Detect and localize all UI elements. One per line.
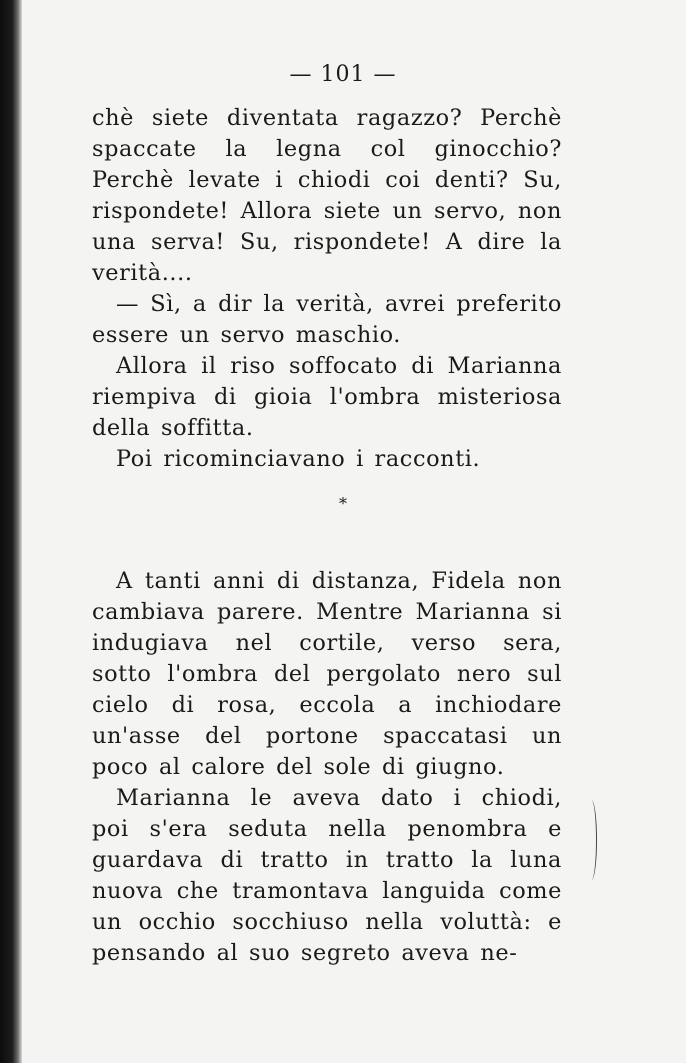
- text-block-bottom: [92, 566, 562, 969]
- text-block-top: [92, 103, 562, 475]
- paragraph-dialogue: — Sì, a dir la verità, avrei preferito essere un servo maschio.: [92, 291, 562, 348]
- paragraph: A tanti anni di distanza, Fidela non cambiava parere. Mentre Marianna si indugiava nel cortile, verso sera, sotto l'ombra del pergolato nero sul cielo di rosa, eccola a inchiodare un'asse del portone spaccatasi un poco al calore del sole di giugno.: [92, 568, 562, 780]
- section-separator: *: [339, 494, 347, 513]
- page-number: — 101 —: [289, 62, 397, 87]
- paragraph: Allora il riso soffocato di Marianna riempiva di gioia l'ombra misteriosa della soffitta.: [92, 353, 562, 441]
- paragraph: Poi ricominciavano i racconti.: [116, 446, 481, 472]
- book-spine-shadow: [0, 0, 22, 1063]
- pencil-margin-mark: [586, 800, 597, 880]
- paragraph-continued: chè siete diventata ragazzo? Perchè spaccate la legna col ginocchio? Perchè levate i chiodi coi denti? Su, rispondete! Allora siete un servo, non una serva! Su, rispondete! A dire la verità....: [92, 105, 562, 286]
- paragraph: Marianna le aveva dato i chiodi, poi s'era seduta nella penombra e guardava di tratto in tratto la luna nuova che tramontava languida come un occhio socchiuso nella voluttà: e pensando al suo segreto aveva ne-: [92, 785, 562, 966]
